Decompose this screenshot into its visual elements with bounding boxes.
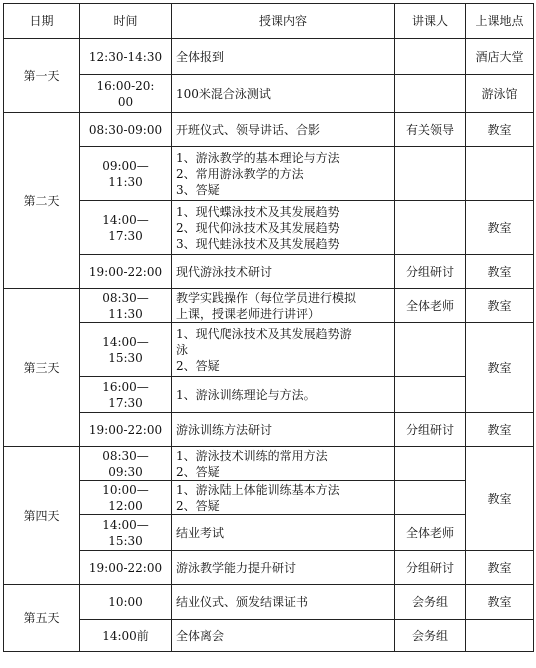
speaker-cell: 有关领导 bbox=[395, 113, 466, 147]
content-cell bbox=[172, 289, 395, 323]
location-cell bbox=[466, 620, 534, 652]
cell-line: 09:30 bbox=[108, 464, 143, 479]
table-row bbox=[4, 323, 534, 377]
cell-line: 12:00 bbox=[108, 498, 143, 513]
cell-line: 全体离会 bbox=[176, 628, 225, 643]
cell-line: 14:00前 bbox=[102, 628, 149, 643]
table-row bbox=[4, 585, 534, 620]
cell-line: 19:00-22:00 bbox=[88, 422, 163, 437]
speaker-cell: 会务组 bbox=[395, 585, 466, 620]
cell-line: 08:30— bbox=[102, 448, 149, 463]
table-row bbox=[4, 201, 534, 255]
cell-line: 结业仪式、颁发结课证书 bbox=[176, 595, 309, 609]
time-cell bbox=[80, 201, 172, 255]
location-cell: 教室 bbox=[466, 201, 534, 255]
location-cell: 教室 bbox=[466, 323, 534, 413]
cell-line: 教学实践操作（每位学员进行模拟 bbox=[176, 290, 357, 305]
table-row bbox=[4, 255, 534, 289]
table-row bbox=[4, 377, 534, 413]
table-row bbox=[4, 551, 534, 585]
cell-line: 00 bbox=[117, 94, 134, 109]
speaker-cell: 全体老师 bbox=[395, 515, 466, 551]
cell-line: 2、常用游泳教学的方法 bbox=[176, 166, 304, 181]
cell-line: 100米混合泳测试 bbox=[176, 86, 271, 101]
location-cell bbox=[466, 147, 534, 201]
time-cell bbox=[80, 620, 172, 652]
speaker-cell: 分组研讨 bbox=[395, 255, 466, 289]
cell-line: 泳 bbox=[176, 342, 189, 357]
cell-line: 11:30 bbox=[108, 174, 143, 189]
cell-line: 09:00— bbox=[102, 158, 149, 173]
cell-line: 1、游泳教学的基本理论与方法 bbox=[176, 150, 340, 165]
location-cell: 教室 bbox=[466, 255, 534, 289]
cell-line: 16:00— bbox=[102, 379, 149, 394]
cell-line: 上课，授课老师进行讲评） bbox=[176, 306, 321, 321]
schedule-table bbox=[3, 3, 534, 652]
time-cell bbox=[80, 585, 172, 620]
cell-line: 2、答疑 bbox=[176, 464, 220, 479]
table-row bbox=[4, 447, 534, 481]
time-cell bbox=[80, 147, 172, 201]
time-cell bbox=[80, 289, 172, 323]
content-cell bbox=[172, 75, 395, 113]
table-row bbox=[4, 75, 534, 113]
table-row bbox=[4, 413, 534, 447]
day-cell: 第五天 bbox=[4, 585, 80, 652]
speaker-cell bbox=[395, 201, 466, 255]
cell-line: 10:00 bbox=[108, 595, 143, 609]
cell-line: 15:30 bbox=[108, 350, 143, 365]
location-cell: 教室 bbox=[466, 551, 534, 585]
cell-line: 结业考试 bbox=[176, 525, 225, 540]
cell-line: 1、现代蝶泳技术及其发展趋势 bbox=[176, 204, 340, 219]
cell-line: 1、游泳陆上体能训练基本方法 bbox=[176, 482, 340, 497]
day-cell: 第四天 bbox=[4, 447, 80, 585]
header-content: 授课内容 bbox=[172, 4, 395, 39]
time-cell bbox=[80, 515, 172, 551]
content-cell bbox=[172, 515, 395, 551]
cell-line: 12:30-14:30 bbox=[88, 49, 163, 64]
time-cell bbox=[80, 377, 172, 413]
day-cell: 第三天 bbox=[4, 289, 80, 447]
content-cell bbox=[172, 481, 395, 515]
cell-line: 2、答疑 bbox=[176, 358, 220, 373]
cell-line: 10:00— bbox=[102, 482, 149, 497]
location-cell: 游泳馆 bbox=[466, 75, 534, 113]
cell-line: 16:00-20: bbox=[96, 78, 155, 93]
location-cell: 教室 bbox=[466, 447, 534, 551]
time-cell bbox=[80, 447, 172, 481]
cell-line: 游泳训练方法研讨 bbox=[176, 422, 273, 437]
cell-line: 11:30 bbox=[108, 306, 143, 321]
speaker-cell: 会务组 bbox=[395, 620, 466, 652]
speaker-cell: 分组研讨 bbox=[395, 551, 466, 585]
cell-line: 2、答疑 bbox=[176, 498, 220, 513]
content-cell bbox=[172, 147, 395, 201]
cell-line: 全体报到 bbox=[176, 49, 225, 64]
table-row bbox=[4, 289, 534, 323]
cell-line: 14:00— bbox=[102, 334, 149, 349]
cell-line: 15:30 bbox=[108, 533, 143, 548]
speaker-cell bbox=[395, 323, 466, 377]
table-row bbox=[4, 113, 534, 147]
cell-line: 19:00-22:00 bbox=[88, 264, 163, 279]
location-cell: 教室 bbox=[466, 585, 534, 620]
speaker-cell bbox=[395, 147, 466, 201]
table-row bbox=[4, 620, 534, 652]
header-date: 日期 bbox=[4, 4, 80, 39]
content-cell bbox=[172, 201, 395, 255]
cell-line: 14:00— bbox=[102, 517, 149, 532]
content-cell bbox=[172, 620, 395, 652]
content-cell bbox=[172, 585, 395, 620]
time-cell bbox=[80, 551, 172, 585]
speaker-cell bbox=[395, 377, 466, 413]
day-cell: 第二天 bbox=[4, 113, 80, 289]
time-cell bbox=[80, 481, 172, 515]
content-cell bbox=[172, 551, 395, 585]
header-time: 时间 bbox=[80, 4, 172, 39]
time-cell bbox=[80, 39, 172, 75]
content-cell bbox=[172, 323, 395, 377]
cell-line: 19:00-22:00 bbox=[88, 560, 163, 575]
content-cell bbox=[172, 39, 395, 75]
header-row bbox=[4, 4, 534, 39]
table-row bbox=[4, 39, 534, 75]
cell-line: 1、现代爬泳技术及其发展趋势游 bbox=[176, 326, 352, 341]
header-speaker: 讲课人 bbox=[395, 4, 466, 39]
speaker-cell bbox=[395, 75, 466, 113]
location-cell: 教室 bbox=[466, 289, 534, 323]
content-cell bbox=[172, 113, 395, 147]
speaker-cell bbox=[395, 447, 466, 481]
cell-line: 2、现代仰泳技术及其发展趋势 bbox=[176, 220, 340, 235]
speaker-cell bbox=[395, 481, 466, 515]
speaker-cell: 分组研讨 bbox=[395, 413, 466, 447]
cell-line: 08:30— bbox=[102, 290, 149, 305]
table-row bbox=[4, 515, 534, 551]
cell-line: 3、现代蛙泳技术及其发展趋势 bbox=[176, 236, 340, 251]
cell-line: 08:30-09:00 bbox=[88, 122, 163, 137]
time-cell bbox=[80, 113, 172, 147]
time-cell bbox=[80, 255, 172, 289]
table-row bbox=[4, 481, 534, 515]
content-cell bbox=[172, 447, 395, 481]
cell-line: 17:30 bbox=[108, 228, 143, 243]
content-cell bbox=[172, 413, 395, 447]
time-cell bbox=[80, 413, 172, 447]
content-cell bbox=[172, 377, 395, 413]
cell-line: 1、游泳训练理论与方法。 bbox=[176, 387, 316, 402]
cell-line: 1、游泳技术训练的常用方法 bbox=[176, 448, 328, 463]
cell-line: 现代游泳技术研讨 bbox=[176, 264, 273, 279]
time-cell bbox=[80, 323, 172, 377]
cell-line: 17:30 bbox=[108, 395, 143, 410]
day-cell: 第一天 bbox=[4, 39, 80, 113]
cell-line: 开班仪式、领导讲话、合影 bbox=[176, 122, 321, 137]
header-location: 上课地点 bbox=[466, 4, 534, 39]
speaker-cell: 全体老师 bbox=[395, 289, 466, 323]
location-cell: 教室 bbox=[466, 113, 534, 147]
location-cell: 酒店大堂 bbox=[466, 39, 534, 75]
cell-line: 14:00— bbox=[102, 212, 149, 227]
cell-line: 3、答疑 bbox=[176, 182, 220, 197]
content-cell bbox=[172, 255, 395, 289]
cell-line: 游泳教学能力提升研讨 bbox=[176, 560, 297, 575]
location-cell: 教室 bbox=[466, 413, 534, 447]
speaker-cell bbox=[395, 39, 466, 75]
table-row bbox=[4, 147, 534, 201]
time-cell bbox=[80, 75, 172, 113]
